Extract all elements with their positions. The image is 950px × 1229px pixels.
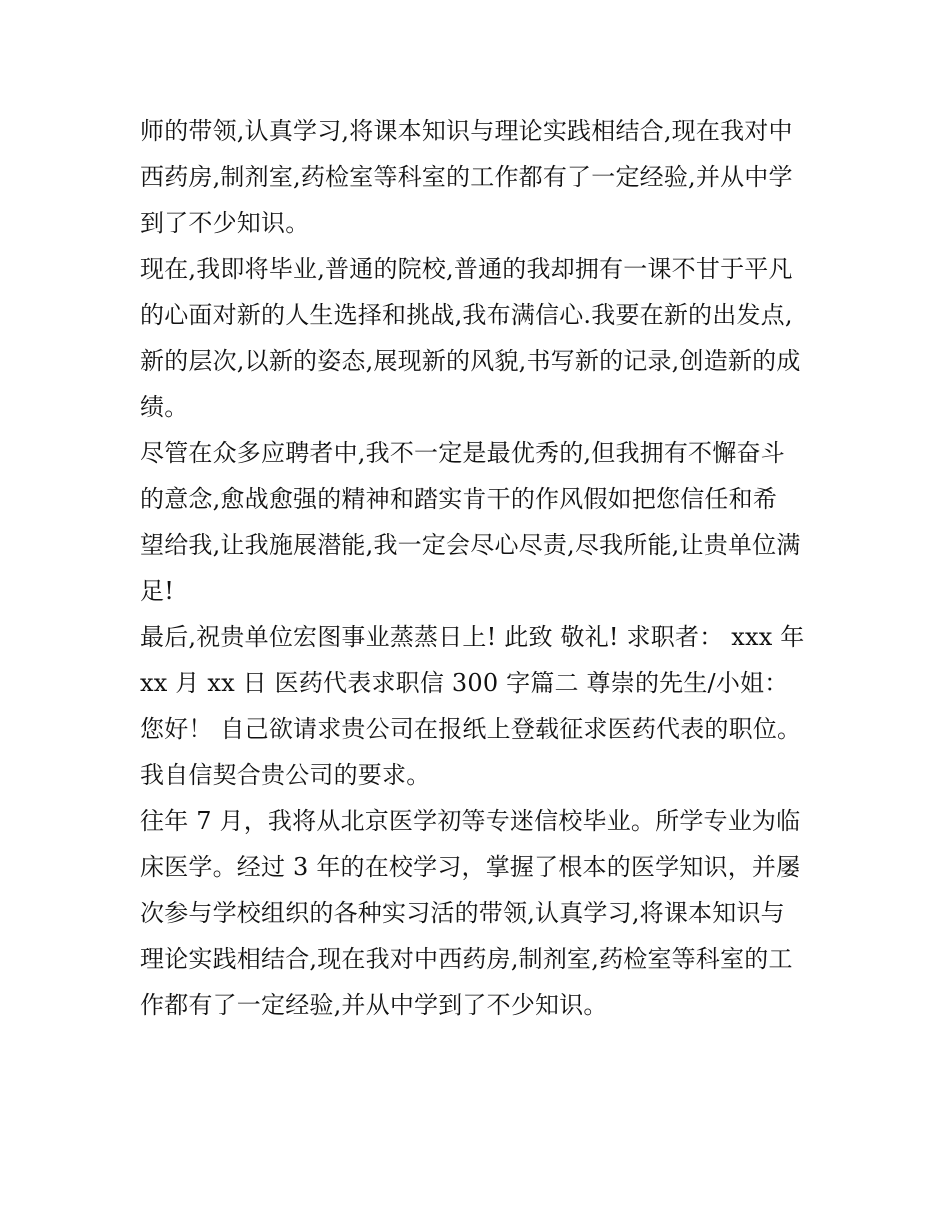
text-line: 绩。 xyxy=(140,393,189,421)
text-line: 的意念,愈战愈强的精神和踏实肯干的作风假如把您信任和希 xyxy=(140,485,778,513)
text-line: 您好！ 自己欲请求贵公司在报纸上登载征求医药代表的职位。 xyxy=(140,715,802,743)
text-line: 足! xyxy=(140,577,175,605)
text-line: 的心面对新的人生选择和挑战,我布满信心.我要在新的出发点, xyxy=(140,301,793,329)
text-line: 作都有了一定经验,并从中学到了不少知识。 xyxy=(140,991,608,1019)
text-line: 次参与学校组织的各种实习活的带领,认真学习,将课本知识与 xyxy=(140,899,785,927)
text-line: 往年 7 月，我将从北京医学初等专迷信校毕业。所学专业为临 xyxy=(140,807,801,835)
text-line: 最后,祝贵单位宏图事业蒸蒸日上! 此致 敬礼! 求职者： xxx 年 xyxy=(140,623,805,651)
document-body xyxy=(140,108,820,1028)
text-line: 到了不少知识。 xyxy=(140,209,310,237)
text-line: 现在,我即将毕业,普通的院校,普通的我却拥有一课不甘于平凡 xyxy=(140,255,793,283)
text-line: 师的带领,认真学习,将课本知识与理论实践相结合,现在我对中 xyxy=(140,117,793,145)
text-line: 望给我,让我施展潜能,我一定会尽心尽责,尽我所能,让贵单位满 xyxy=(140,531,801,559)
text-line: xx 月 xx 日 医药代表求职信 300 字篇二 尊崇的先生/小姐： xyxy=(140,669,789,697)
text-line: 新的层次,以新的姿态,展现新的风貌,书写新的记录,创造新的成 xyxy=(140,347,801,375)
text-line: 床医学。经过 3 年的在校学习，掌握了根本的医学知识，并屡 xyxy=(140,853,801,881)
text-line: 西药房,制剂室,药检室等科室的工作都有了一定经验,并从中学 xyxy=(140,163,793,191)
text-line: 我自信契合贵公司的要求。 xyxy=(140,761,431,789)
text-line: 理论实践相结合,现在我对中西药房,制剂室,药检室等科室的工 xyxy=(140,945,793,973)
text-line: 尽管在众多应聘者中,我不一定是最优秀的,但我拥有不懈奋斗 xyxy=(140,439,785,467)
